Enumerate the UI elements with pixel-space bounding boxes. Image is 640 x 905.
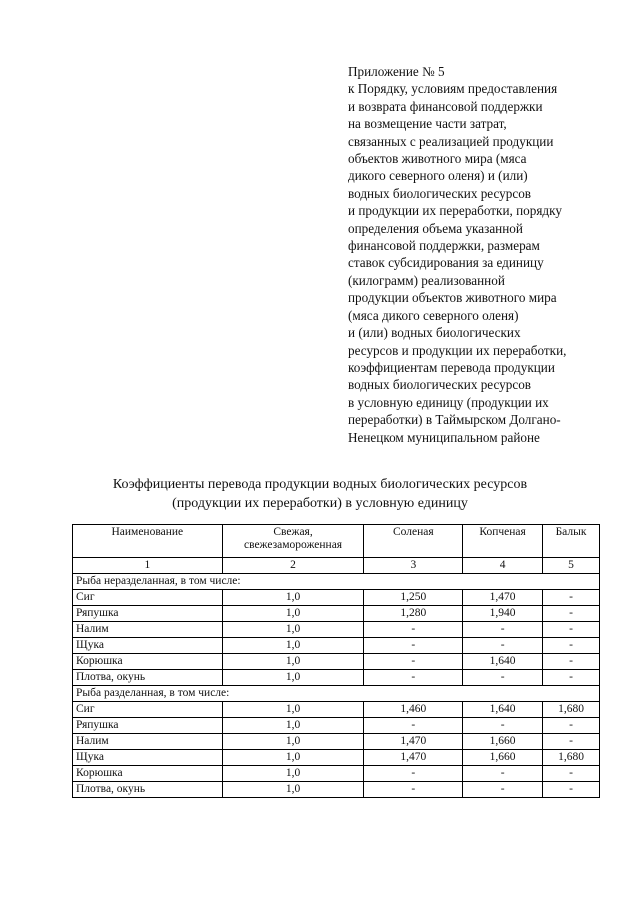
table-row	[73, 638, 600, 654]
table-row	[73, 670, 600, 686]
product-name: Щука	[73, 638, 223, 654]
annex-line: ресурсов и продукции их переработки,	[348, 342, 567, 358]
coefficient-cell: 1,680	[543, 750, 600, 766]
annex-line: (килограмм) реализованной	[348, 272, 505, 288]
coefficient-cell: -	[543, 654, 600, 670]
coefficient-cell: -	[364, 718, 463, 734]
annex-line: ставок субсидирования за единицу	[348, 255, 544, 271]
header-row	[73, 525, 600, 558]
product-name: Ряпушка	[73, 718, 223, 734]
product-name: Сиг	[73, 702, 223, 718]
product-name: Щука	[73, 750, 223, 766]
table-row	[73, 590, 600, 606]
coefficient-cell: -	[463, 638, 543, 654]
coefficient-cell: -	[364, 782, 463, 798]
table-body	[73, 558, 600, 798]
table-row	[73, 622, 600, 638]
table-row	[73, 782, 600, 798]
coefficient-cell: -	[463, 622, 543, 638]
heading-line-1: Коэффициенты перевода продукции водных биологических ресурсов	[112, 477, 528, 492]
header-salted: Соленая	[364, 525, 463, 558]
annex-header	[348, 63, 618, 446]
coefficient-cell: -	[364, 638, 463, 654]
annex-line: водных биологических ресурсов	[348, 377, 532, 393]
annex-line: в условную единицу (продукции их	[348, 394, 549, 410]
coefficient-cell: 1,0	[222, 606, 364, 622]
annex-line: к Порядку, условиям предоставления	[348, 81, 558, 97]
coefficient-cell: 1,640	[463, 702, 543, 718]
product-name: Налим	[73, 734, 223, 750]
header-smoked: Копченая	[463, 525, 543, 558]
annex-line: и возврата финансовой поддержки	[348, 98, 543, 114]
product-name: Корюшка	[73, 766, 223, 782]
coefficient-cell: -	[543, 734, 600, 750]
coefficient-cell: 1,0	[222, 782, 364, 798]
column-number: 5	[543, 558, 600, 574]
coefficient-cell: -	[543, 718, 600, 734]
annex-line: и (или) водных биологических	[348, 325, 521, 341]
table-row	[73, 766, 600, 782]
coefficient-cell: 1,680	[543, 702, 600, 718]
coefficient-cell: -	[463, 782, 543, 798]
coefficient-cell: 1,0	[222, 590, 364, 606]
coefficient-cell: 1,660	[463, 734, 543, 750]
header-balyk: Балык	[543, 525, 600, 558]
coefficient-cell: 1,0	[222, 670, 364, 686]
annex-line: продукции объектов животного мира	[348, 290, 557, 306]
column-number: 1	[73, 558, 223, 574]
column-number: 3	[364, 558, 463, 574]
group-title: Рыба разделанная, в том числе:	[73, 686, 600, 702]
coefficient-cell: -	[543, 670, 600, 686]
coefficient-cell: 1,250	[364, 590, 463, 606]
heading-line-2: (продукции их переработки) в условную единицу	[172, 496, 468, 511]
coefficient-cell: -	[463, 766, 543, 782]
table-row	[73, 750, 600, 766]
coefficient-cell: -	[543, 766, 600, 782]
annex-line: переработки) в Таймырском Долгано-	[348, 412, 561, 428]
coefficient-cell: 1,940	[463, 606, 543, 622]
product-name: Налим	[73, 622, 223, 638]
annex-line: объектов животного мира (мяса	[348, 151, 527, 167]
coefficient-cell: -	[364, 766, 463, 782]
annex-line: Ненецком муниципальном районе	[348, 429, 540, 445]
annex-line: Приложение № 5	[348, 64, 445, 79]
product-name: Корюшка	[73, 654, 223, 670]
coefficient-cell: 1,660	[463, 750, 543, 766]
coefficient-cell: -	[543, 606, 600, 622]
coefficient-cell: -	[463, 670, 543, 686]
annex-line: водных биологических ресурсов	[348, 185, 532, 201]
coefficient-cell: 1,0	[222, 750, 364, 766]
annex-line: дикого северного оленя) и (или)	[348, 168, 528, 184]
coefficient-cell: 1,0	[222, 766, 364, 782]
annex-line: коэффициентам перевода продукции	[348, 359, 555, 375]
coefficients-table	[72, 524, 600, 798]
product-name: Ряпушка	[73, 606, 223, 622]
product-name: Плотва, окунь	[73, 782, 223, 798]
header-name: Наименование	[73, 525, 223, 558]
coefficient-cell: -	[543, 622, 600, 638]
group-row	[73, 574, 600, 590]
annex-line: финансовой поддержки, размерам	[348, 238, 540, 254]
coefficient-cell: 1,0	[222, 718, 364, 734]
coefficient-cell: 1,0	[222, 734, 364, 750]
coefficient-cell: -	[364, 654, 463, 670]
product-name: Плотва, окунь	[73, 670, 223, 686]
coefficient-cell: 1,470	[364, 750, 463, 766]
coefficient-cell: -	[463, 718, 543, 734]
table-heading	[60, 475, 580, 513]
annex-line: на возмещение части затрат,	[348, 116, 507, 132]
table-row	[73, 718, 600, 734]
coefficient-cell: -	[364, 622, 463, 638]
table-row	[73, 734, 600, 750]
table-row	[73, 606, 600, 622]
coefficient-cell: -	[543, 782, 600, 798]
table-row	[73, 702, 600, 718]
coefficient-cell: -	[364, 670, 463, 686]
group-row	[73, 686, 600, 702]
annex-line: определения объема указанной	[348, 220, 523, 236]
column-number-row	[73, 558, 600, 574]
coefficient-cell: 1,280	[364, 606, 463, 622]
coefficient-cell: 1,0	[222, 622, 364, 638]
coefficient-cell: 1,470	[463, 590, 543, 606]
annex-line: (мяса дикого северного оленя)	[348, 307, 519, 323]
column-number: 4	[463, 558, 543, 574]
column-number: 2	[222, 558, 364, 574]
coefficient-cell: 1,640	[463, 654, 543, 670]
coefficient-cell: 1,460	[364, 702, 463, 718]
coefficient-cell: -	[543, 590, 600, 606]
coefficient-cell: 1,470	[364, 734, 463, 750]
coefficient-cell: 1,0	[222, 654, 364, 670]
annex-line: и продукции их переработки, порядку	[348, 203, 562, 219]
product-name: Сиг	[73, 590, 223, 606]
group-title: Рыба неразделанная, в том числе:	[73, 574, 600, 590]
coefficient-cell: 1,0	[222, 702, 364, 718]
annex-line: связанных с реализацией продукции	[348, 133, 554, 149]
coefficient-cell: 1,0	[222, 638, 364, 654]
coefficient-cell: -	[543, 638, 600, 654]
table-row	[73, 654, 600, 670]
header-fresh: Свежая, свежезамороженная	[222, 525, 364, 558]
